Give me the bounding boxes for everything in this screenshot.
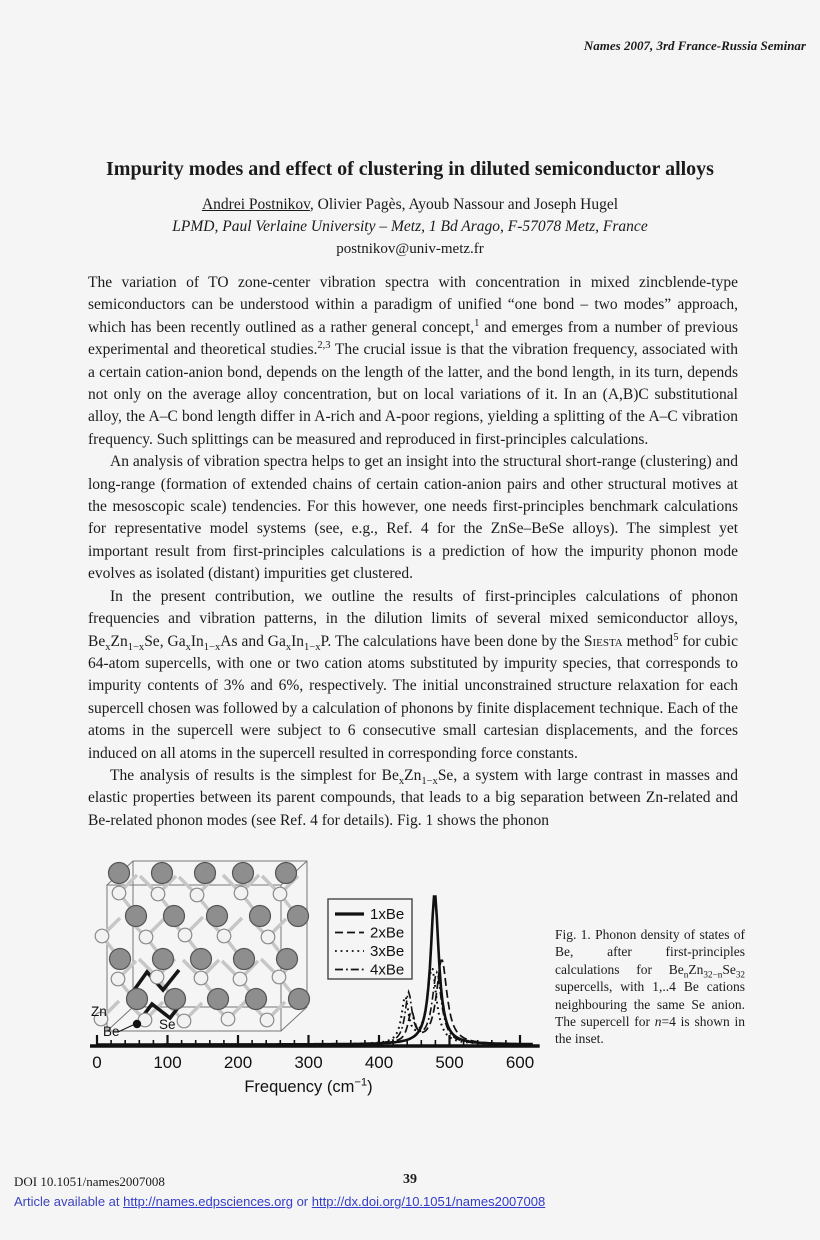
supercell-inset (91, 861, 310, 1039)
x-tick-label: 200 (223, 1053, 253, 1072)
x-tick-label: 100 (153, 1053, 182, 1072)
conference-header: Names 2007, 3rd France-Russia Seminar (583, 38, 806, 53)
x-tick-label: 300 (294, 1053, 323, 1072)
doi-link[interactable]: http://dx.doi.org/10.1051/names2007008 (311, 1194, 546, 1209)
or-text: or (292, 1194, 312, 1209)
page-title: Impurity modes and effect of clustering in diluted semiconductor alloys (106, 158, 714, 180)
legend-label: 4xBe (370, 961, 405, 979)
x-tick-label: 500 (435, 1053, 464, 1072)
x-tick-label: 600 (505, 1053, 535, 1072)
x-tick-label: 400 (364, 1053, 394, 1072)
legend-label: 1xBe (370, 906, 405, 923)
inset-label-se: Se (159, 1017, 176, 1032)
journal-link[interactable]: http://names.edpsciences.org (123, 1194, 293, 1209)
legend-label: 3xBe (370, 943, 405, 960)
paragraph-3: In the present contribution, we outline the results of first-principles calculations of phonon frequencies and vibration patterns, in the dilution limits of several mixed semiconductor alloys, $Be_xZn_{1-x}Se$, $Ga_xIn_{1-x}As$ and $Ga_xIn_{1-x}P$. The calculations have been done by the Siesta method$^5$ for cubic 64-atom supercells, with one or two cation atoms substituted by impurity species, that corresponds to impurity contents of 3% and 6%, respectively. The initial unconstrained structure relaxation for each supercell chosen was followed by a calculation of phonons by finite displacement technique. Each of the atoms in the supercell were subject to 6 consecutive small cartesian displacements, and the forces induced on all atoms in the supercell resulted in corresponding force constants. (88, 587, 738, 762)
inset-label-zn: Zn (91, 1004, 107, 1019)
authors-line (0, 196, 820, 214)
paragraph-2: An analysis of vibration spectra helps to get an insight into the structural short-range (clustering) and long-range (formation of extended chains of certain cation-anion pairs and other structural motives at the mesoscopic scale) tendencies. For this however, one needs first-principles benchmark calculations for representative model systems (see, e.g., Ref. 4 for the ZnSe–BeSe alloys). The simplest yet important result from first-principles calculations is a prediction of how the impurity phonon mode evolves as isolated (distant) impurities get clustered. (88, 453, 738, 583)
paragraph-4: The analysis of results is the simplest for $Be_xZn_{1-x}Se$, a system with large contrast in masses and elastic properties between its parent compounds, that leads to a big separation between Zn-related and Be-related phonon modes (see Ref. 4 for details). Fig. 1 shows the phonon (88, 766, 738, 829)
abstract-body (88, 272, 738, 832)
x-tick-label: 0 (92, 1053, 102, 1072)
figure-1 (85, 853, 545, 1103)
legend-label: 2xBe (370, 924, 405, 942)
page-number: 39 (403, 1172, 417, 1187)
x-axis-label: Frequency $(cm^{-1})$ (244, 1076, 373, 1096)
inset-label-be: Be (103, 1024, 120, 1039)
phonon-dos-chart (85, 853, 545, 1103)
email-line: postnikov@univ-metz.fr (336, 241, 484, 257)
author-underlined: Andrei Postnikov (201, 196, 310, 213)
availability-prefix: Article available at (14, 1194, 124, 1209)
legend (328, 899, 412, 979)
doi-text: DOI 10.1051/names2007008 (14, 1174, 165, 1189)
availability-line (14, 1194, 545, 1209)
paragraph-1: The variation of TO zone-center vibration spectra with concentration in mixed zincblende-type semiconductors can be understood within a paradigm of unified “one bond – two modes” approach, which has been recently outlined as a rather general concept,$^1$ and emerges from a number of previous experimental and theoretical studies.$^{2,3}$ The crucial issue is that the vibration frequency, associated with a certain cation-anion bond, depends on the length of the latter, and the bond length, in its turn, depends not only on the average alloy concentration, but on local variations of it. In an (A,B)C substitutional alloy, the A–C bond length differ in A-rich and A-poor regions, yielding a splitting of the A–C vibration frequency. Such splittings can be measured and reproduced in first-principles calculations. (88, 274, 738, 448)
affiliation-line: LPMD, Paul Verlaine University – Metz, 1 Bd Arago, F-57078 Metz, France (172, 218, 648, 235)
figure-caption: Fig. 1. Phonon density of states of Be, after first-principles calculations for $Be_nZn_{32-n}Se_{32}$ supercells, with 1,..4 Be cations neighbouring the same Se anion. The supercell for n=4 is shown in the inset. (555, 927, 745, 1047)
authors-rest: , Olivier Pagès, Ayoub Nassour and Joseph Hugel (309, 196, 619, 213)
